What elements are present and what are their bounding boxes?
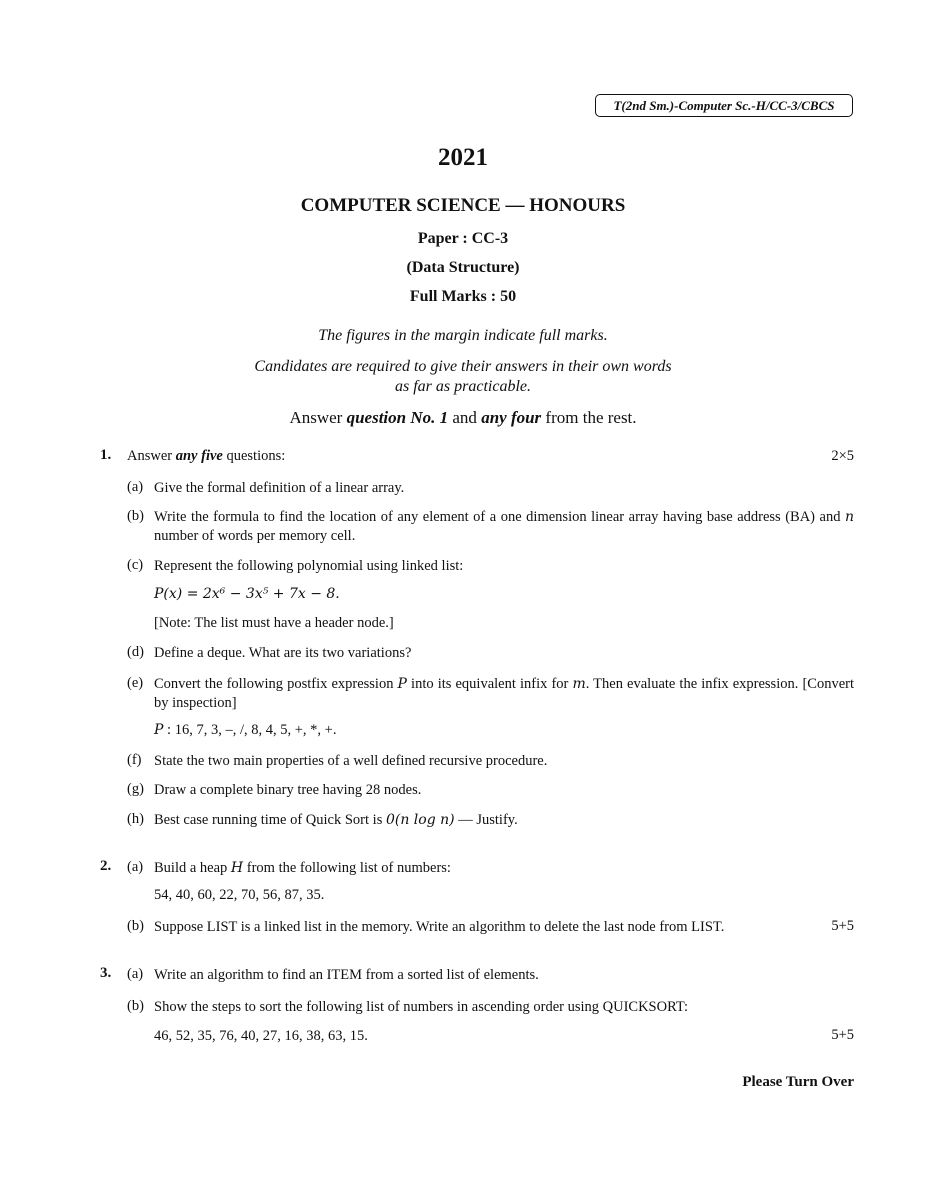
sub-label: (b) [127, 508, 144, 524]
q3a-text: Write an algorithm to find an ITEM from a sorted list of elements. [154, 967, 539, 983]
paper-code-box: T(2nd Sm.)-Computer Sc.-H/CC-3/CBCS [595, 94, 853, 117]
sub-label: (a) [127, 479, 144, 495]
q1a-text: Give the formal definition of a linear array. [154, 480, 405, 496]
sub-label: (b) [127, 998, 144, 1014]
please-turn-over: Please Turn Over [742, 1074, 854, 1090]
full-marks: Full Marks : 50 [409, 288, 517, 305]
q2b-text: Suppose LIST is a linked list in the memory. Write an algorithm to delete the last node from LIST. [154, 919, 725, 935]
question-1-intro: Answer any five questions: [127, 448, 286, 464]
sub-label: (c) [127, 557, 144, 573]
q1g-text: Draw a complete binary tree having 28 nodes. [154, 782, 422, 798]
q1h-text: Best case running time of Quick Sort is 0(n log n) — Justify. [154, 812, 518, 828]
q1c-note: [Note: The list must have a header node.] [154, 615, 394, 631]
instruction-practicable: as far as practicable. [395, 378, 531, 395]
q2a-text: Build a heap H from the following list of numbers: [154, 860, 451, 876]
subject-title: COMPUTER SCIENCE — HONOURS [300, 195, 626, 216]
sub-label: (g) [127, 781, 144, 797]
sub-label: (b) [127, 918, 144, 934]
paper-subtitle: (Data Structure) [406, 259, 520, 276]
q3b-list: 46, 52, 35, 76, 40, 27, 16, 38, 63, 15. [154, 1028, 368, 1044]
sub-label: (a) [127, 859, 144, 875]
question-number: 2. [100, 858, 112, 874]
q1c-text: Represent the following polynomial using linked list: [154, 558, 464, 574]
paper-number: Paper : CC-3 [417, 230, 509, 247]
instruction-own-words: Candidates are required to give their answers in their own words [254, 358, 672, 375]
answer-instruction: Answer question No. 1 and any four from the rest. [289, 408, 637, 427]
q1e-expression: P : 16, 7, 3, –, /, 8, 4, 5, +, *, +. [154, 722, 337, 738]
q1f-text: State the two main properties of a well defined recursive procedure. [154, 753, 548, 769]
q2a-list: 54, 40, 60, 22, 70, 56, 87, 35. [154, 887, 325, 903]
sub-label: (d) [127, 644, 144, 660]
exam-year: 2021 [438, 144, 488, 171]
sub-label: (f) [127, 752, 142, 768]
sub-label: (e) [127, 675, 144, 691]
question-1-marks: 2×5 [831, 448, 854, 464]
q1c-formula: P(x) = 2x⁶ − 3x⁵ + 7x − 8. [154, 586, 340, 602]
instruction-marks: The figures in the margin indicate full marks. [318, 327, 608, 344]
question-3-marks: 5+5 [831, 1027, 854, 1043]
q1d-text: Define a deque. What are its two variations? [154, 645, 412, 661]
sub-label: (h) [127, 811, 144, 827]
q1e-text: Convert the following postfix expression P into its equivalent infix for m. Then evaluate the infix expression. [Convert by inspection] [154, 676, 854, 711]
question-2-marks: 5+5 [831, 918, 854, 934]
sub-label: (a) [127, 966, 144, 982]
q3b-text: Show the steps to sort the following list of numbers in ascending order using QUICKSORT: [154, 999, 689, 1015]
question-number: 1. [100, 447, 112, 463]
q1b-text: Write the formula to find the location of any element of a one dimension linear array having base address (BA) and n number of words per memory cell. [154, 509, 854, 544]
question-number: 3. [100, 965, 112, 981]
